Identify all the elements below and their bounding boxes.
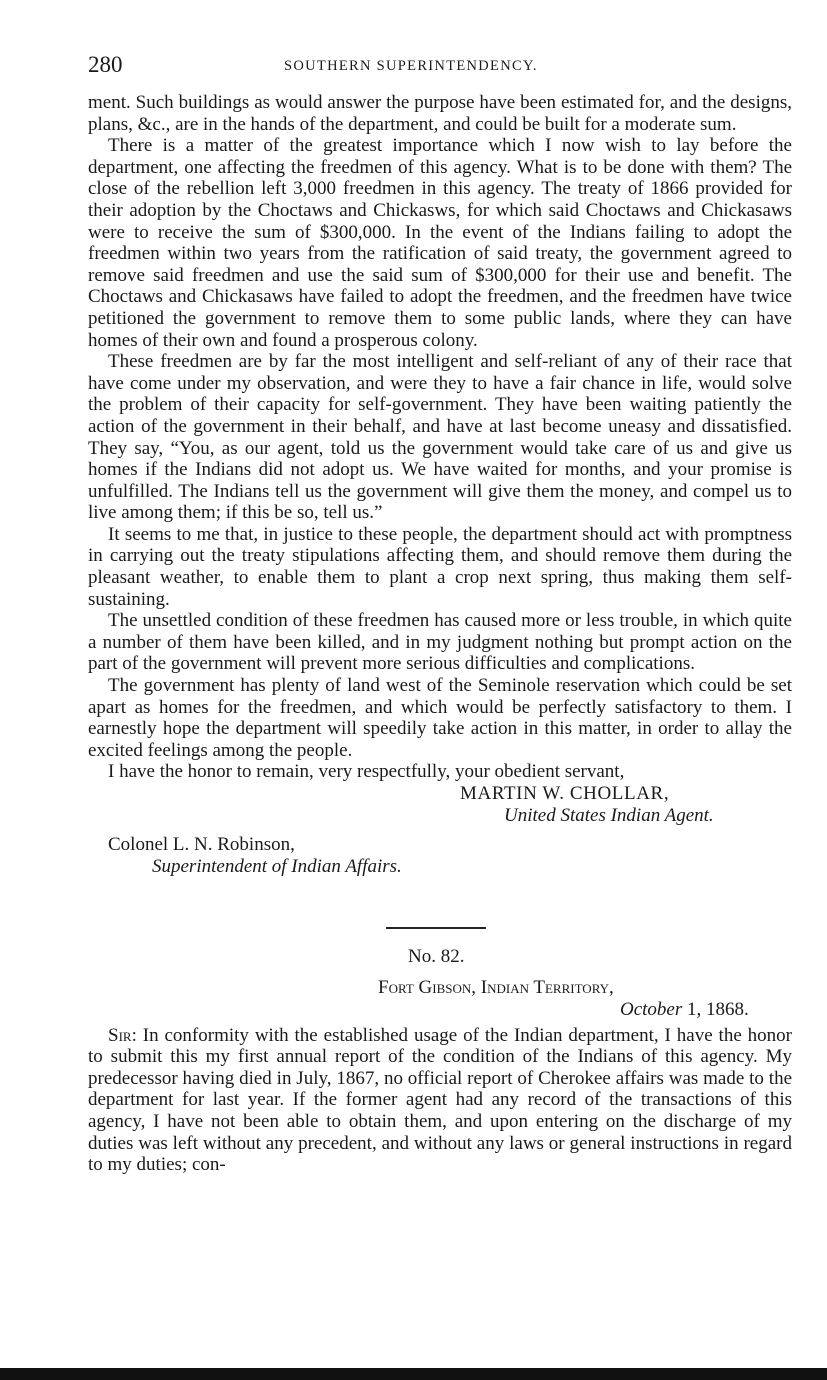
- letter-place: Fort Gibson, Indian Territory,: [378, 977, 614, 999]
- paragraph-justice: It seems to me that, in justice to these people, the department should act with promptness in carrying out the treaty stipulations affecting them, and should remove them during the pleasant weather, to enable them to plant a crop next spring, thus making them self-sustaining.: [88, 523, 792, 610]
- signature-title: United States Indian Agent.: [504, 804, 714, 826]
- paragraph-seminole-land: The government has plenty of land west of the Seminole reservation which could be set apart as homes for the freedmen, and which would be perfectly satisfactory to them. I earnestly hope the department will speedily take action in this matter, in order to allay the excited feelings among the people.: [88, 675, 792, 761]
- letter-date-month: October: [620, 998, 683, 1020]
- page-number: 280: [88, 52, 123, 77]
- scan-bottom-edge: [0, 1368, 827, 1380]
- paragraph-report-intro: [88, 1025, 792, 1176]
- letter-date-rest: 1, 1868.: [682, 998, 749, 1020]
- paragraph-unsettled-condition: The unsettled condition of these freedmen has caused more or less trouble, in which quite a number of them have been killed, and in my judgment nothing but prompt action on the part of the government will prevent more serious difficulties and complications.: [88, 610, 792, 675]
- section-divider: [386, 927, 486, 929]
- letter-date: [88, 999, 792, 1021]
- addressee-title: Superintendent of Indian Affairs.: [152, 855, 402, 877]
- addressee-name: Colonel L. N. Robinson,: [108, 834, 295, 856]
- signature-name: MARTIN W. CHOLLAR,: [460, 783, 670, 804]
- document-number: No. 82.: [408, 946, 465, 968]
- paragraph-freedmen-character: These freedmen are by far the most intelligent and self-reliant of any of their race that have come under my observation, and were they to have a fair chance in life, would solve the problem of their capacity for self-government. They have been waiting patiently the action of the government in their behalf, and have at last become uneasy and dissatisfied. They say, “You, as our agent, told us the government would take care of us and give us homes if the Indians did not adopt us. We have waited for months, and your promise is unfulfilled. The Indians tell us the government will give them the money, and compel us to live among them; if this be so, tell us.”: [88, 351, 792, 524]
- paragraph-continuation: ment. Such buildings as would answer the purpose have been estimated for, and the designs, plans, &c., are in the hands of the department, and could be built for a moderate sum.: [88, 92, 792, 135]
- page-header: [88, 52, 792, 92]
- closing-line: I have the honor to remain, very respectfully, your obedient servant,: [108, 761, 625, 783]
- report-intro-body: : In conformity with the established usage of the Indian department, I have the honor to submit this my first annual report of the condition of the Indians of this agency. My predecessor having died in July, 1867, no official report of Cherokee affairs was made to the department for last year. If the former agent had any record of the transactions of this agency, I have not been able to obtain them, and upon entering on the discharge of my duties was left without any precedent, and without any laws or general instructions in regard to my duties; con-: [88, 1024, 792, 1176]
- running-head: SOUTHERN SUPERINTENDENCY.: [284, 58, 538, 74]
- paragraph-freedmen-matter: There is a matter of the greatest importance which I now wish to lay before the department, one affecting the freedmen of this agency. What is to be done with them? The close of the rebellion left 3,000 freedmen in this agency. The treaty of 1866 provided for their adoption by the Choctaws and Chickasws, for which said Choctaws and Chickasaws were to receive the sum of $300,000. In the event of the Indians failing to adopt the freedmen within two years from the ratification of said treaty, the government agreed to remove said freedmen and use the said sum of $300,000 for their use and benefit. The Choctaws and Chickasaws have failed to adopt the freedmen, and the freedmen have twice petitioned the government to remove them to some public lands, where they can have homes of their own and found a prosperous colony.: [88, 135, 792, 351]
- salutation: Sir: [108, 1024, 132, 1046]
- document-page: [88, 52, 792, 1176]
